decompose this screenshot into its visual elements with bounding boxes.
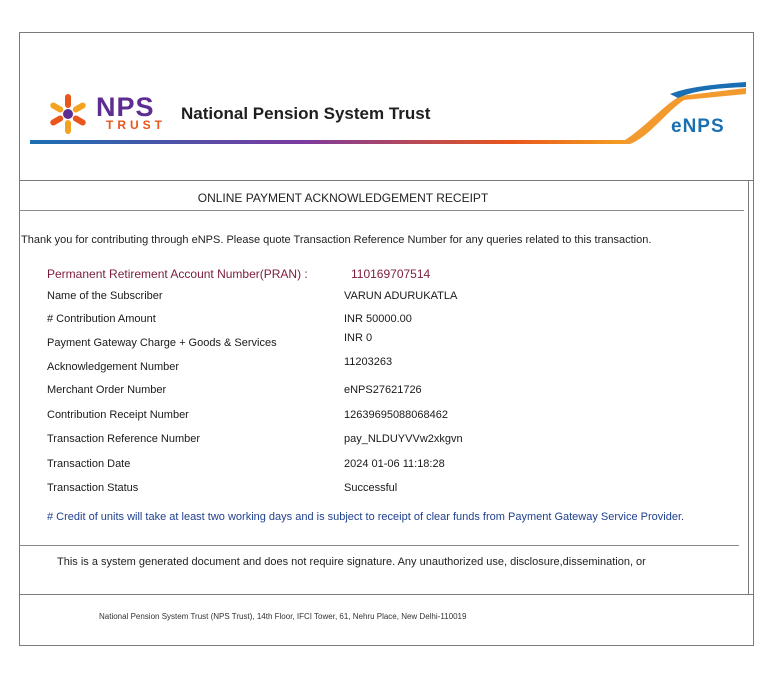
detail-value: VARUN ADURUKATLA [344, 290, 458, 302]
detail-row [47, 382, 707, 398]
receipt-title: ONLINE PAYMENT ACKNOWLEDGEMENT RECEIPT [197, 191, 489, 205]
detail-row [47, 407, 707, 423]
detail-value: 11203263 [344, 356, 393, 368]
enps-badge: eNPS [671, 116, 725, 137]
detail-value: Successful [344, 482, 398, 494]
detail-row [47, 431, 707, 447]
detail-label: Name of the Subscriber [47, 290, 163, 302]
logo-nps-text: NPS [96, 92, 155, 122]
detail-label: Acknowledgement Number [47, 361, 180, 373]
detail-label: Payment Gateway Charge + Goods & Services [47, 337, 277, 349]
nps-logo-icon [44, 88, 92, 136]
right-border [748, 180, 749, 594]
detail-row [47, 480, 707, 496]
detail-value: 12639695088068462 [344, 409, 449, 421]
footer-address: National Pension System Trust (NPS Trust), 14th Floor, IFCI Tower, 61, Nehru Place, New Delhi-110019 [99, 612, 467, 621]
detail-row [47, 288, 707, 304]
detail-label: Transaction Date [47, 458, 131, 470]
disclaimer-text: This is a system generated document and does not require signature. Any unauthorized use, disclosure,dissemination, or [57, 556, 646, 568]
header-divider [19, 180, 754, 181]
detail-label: Transaction Status [47, 482, 139, 494]
detail-label: Contribution Receipt Number [47, 409, 189, 421]
detail-value: INR 0 [344, 332, 373, 344]
logo-trust-text: TRUST [106, 118, 166, 132]
detail-label: Merchant Order Number [47, 384, 167, 396]
org-title: National Pension System Trust [181, 104, 431, 123]
address-divider [19, 594, 754, 595]
detail-row [47, 358, 707, 374]
detail-row [47, 456, 707, 472]
pran-row [47, 266, 707, 282]
detail-label: # Contribution Amount [47, 313, 156, 325]
pran-value: 110169707514 [351, 267, 431, 281]
detail-row [47, 311, 707, 327]
detail-value: INR 50000.00 [344, 313, 412, 325]
credit-note: # Credit of units will take at least two working days and is subject to receipt of clear funds from Payment Gateway Service Provider. [47, 511, 685, 523]
detail-label: Transaction Reference Number [47, 433, 201, 445]
detail-value: pay_NLDUYVVw2xkgvn [344, 433, 463, 445]
detail-row [47, 333, 707, 349]
title-divider [19, 210, 744, 211]
intro-text: Thank you for contributing through eNPS. Please quote Transaction Reference Number for any queries related to this transaction. [21, 234, 652, 246]
footer-divider [19, 545, 739, 546]
detail-value: eNPS27621726 [344, 384, 422, 396]
detail-value: 2024 01-06 11:18:28 [344, 458, 445, 470]
pran-label: Permanent Retirement Account Number(PRAN) : [47, 267, 308, 281]
